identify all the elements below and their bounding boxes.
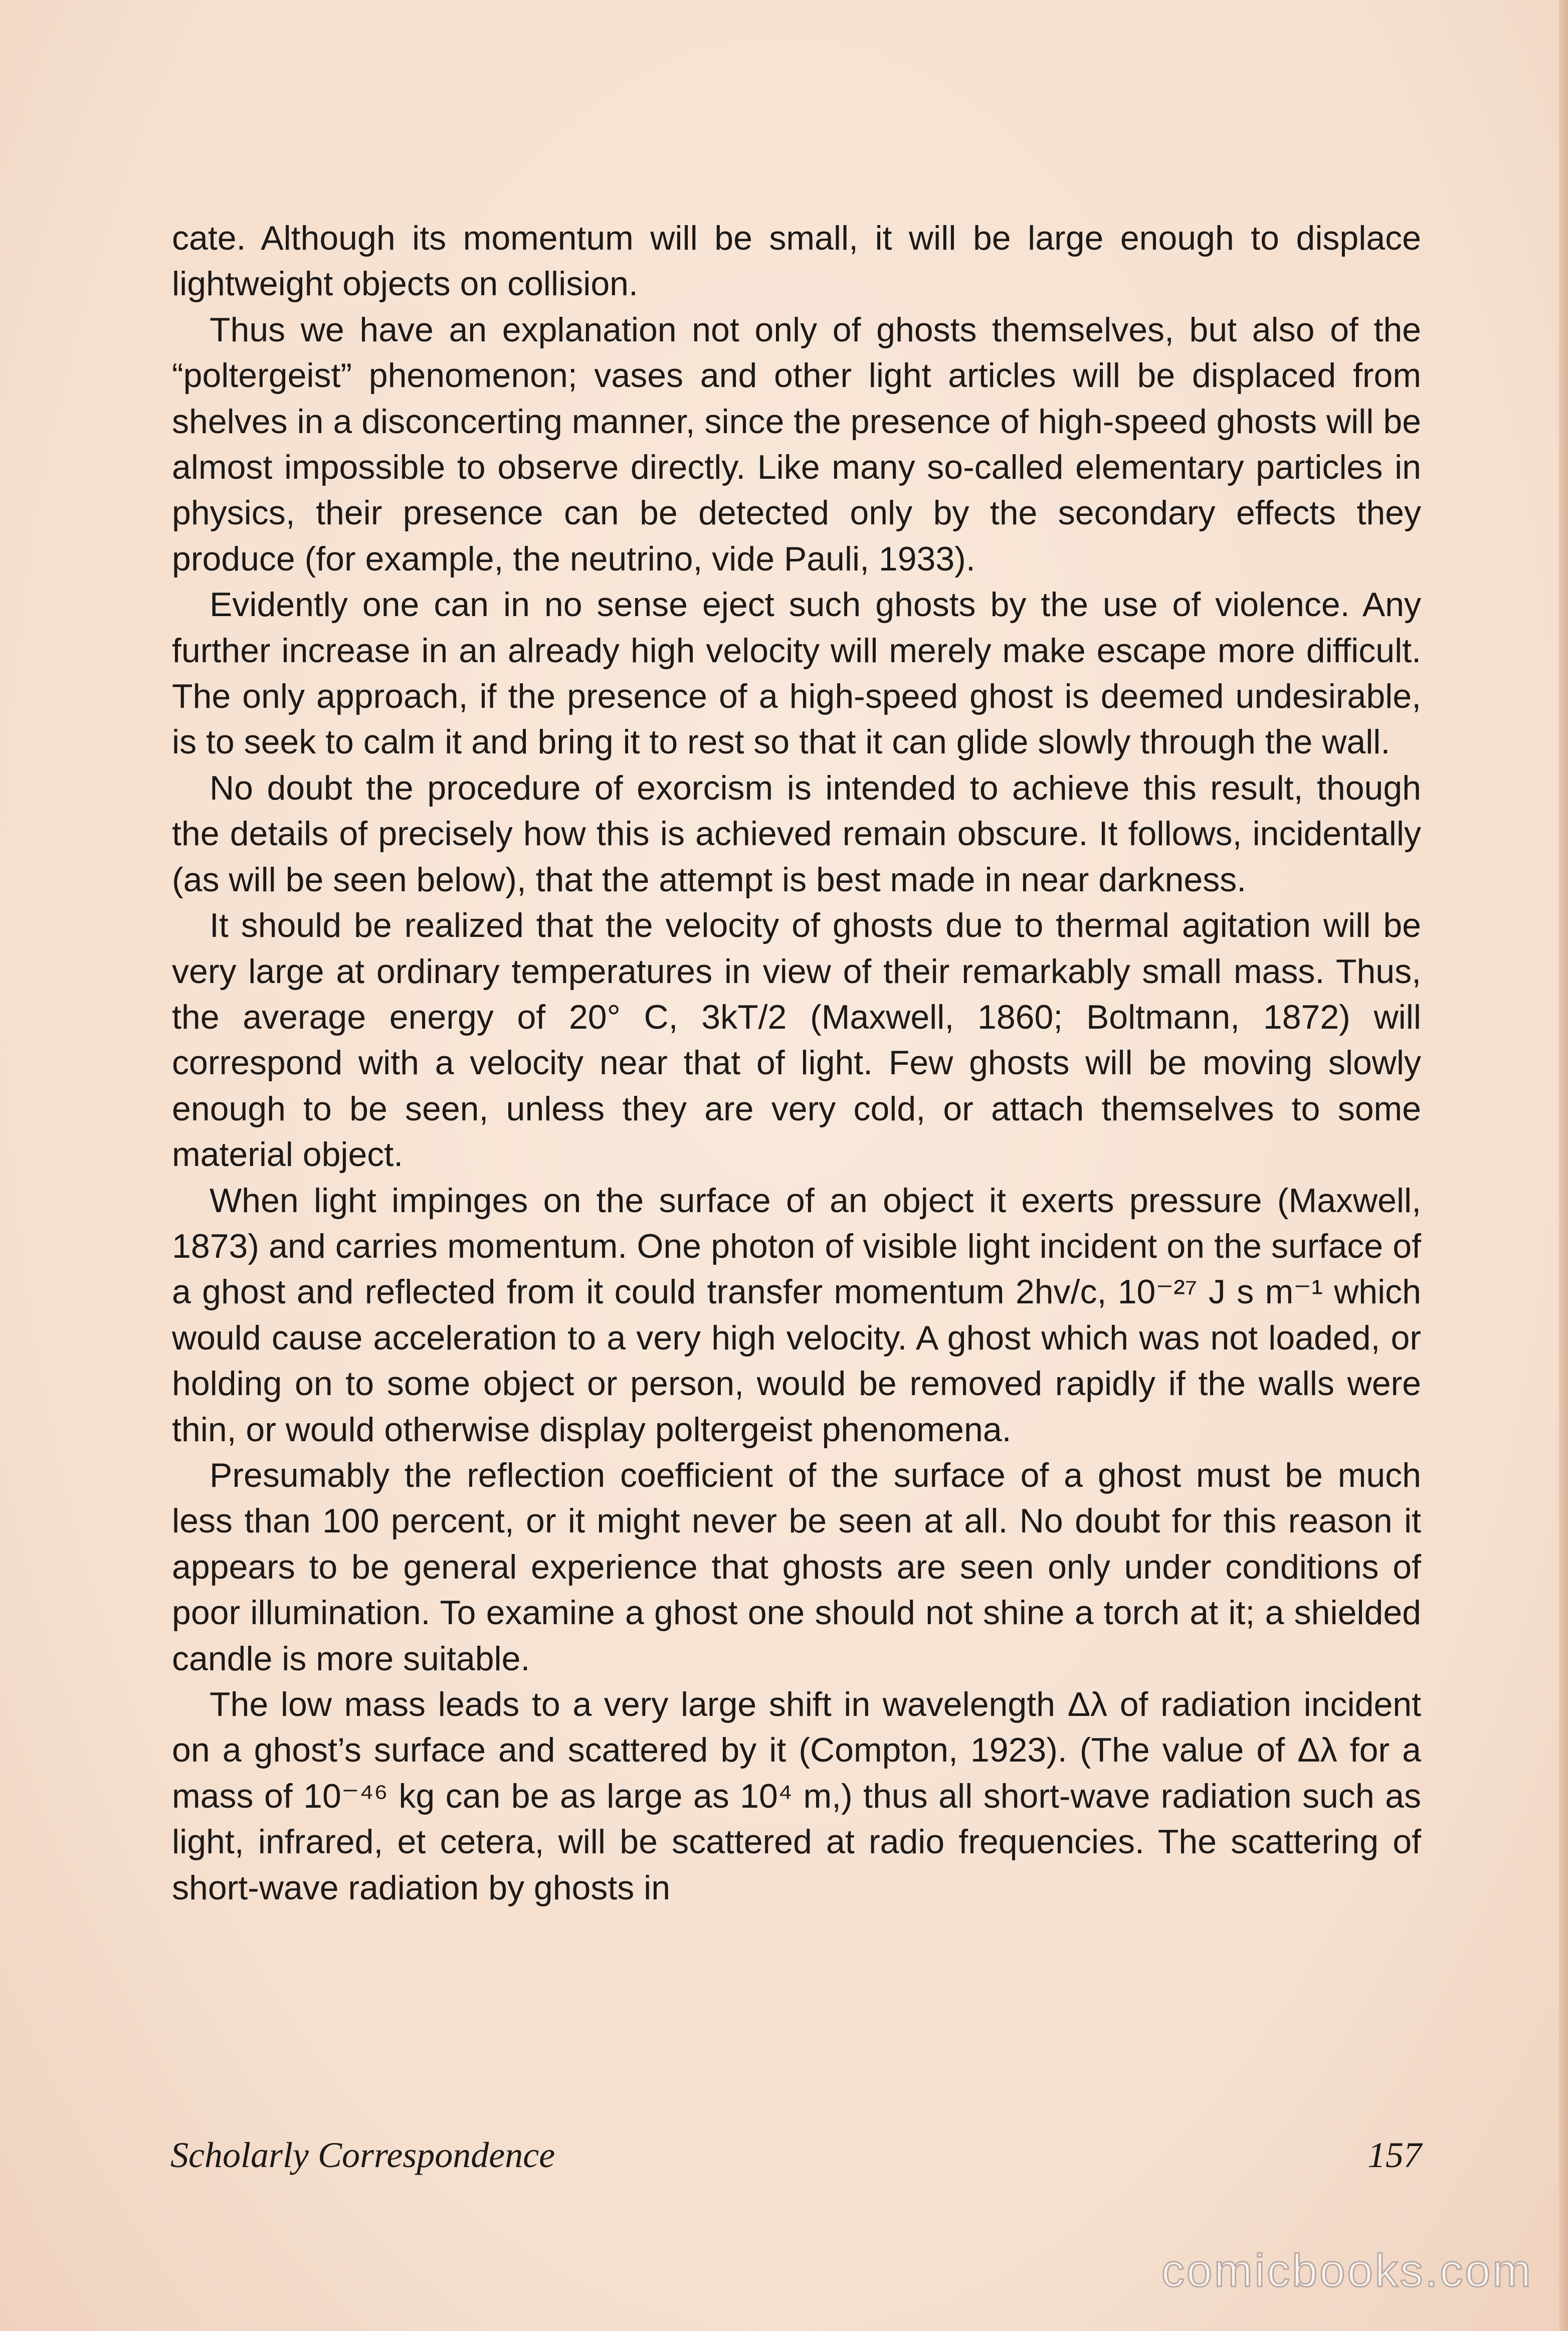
paragraph: Evidently one can in no sense eject such ghosts by the use of violence. Any further increase in an already high velocity will merely make escape more difficult. The only approach, if the presence of a high-speed ghost is deemed undesirable, is to seek to calm it and bring it to rest so that it can glide slowly through the wall. xyxy=(172,586,1421,761)
paragraph: Presumably the reflection coefficient of the surface of a ghost must be much less than 100 percent, or it might never be seen at all. No doubt for this reason it appears to be general experience that ghosts are seen only under conditions of poor illumination. To examine a ghost one should not shine a torch at it; a shielded candle is more suitable. xyxy=(172,1456,1421,1678)
page-edge xyxy=(1559,0,1568,2331)
paragraph: It should be realized that the velocity of ghosts due to thermal agitation will be very large at ordinary temperatures in view of their remarkably small mass. Thus, the average energy of 20° C, 3kT/2 (Maxwell, 1860; Boltmann, 1872) will correspond with a velocity near that of light. Few ghosts will be moving slowly enough to be seen, unless they are very cold, or attach themselves to some material object. xyxy=(172,906,1421,1174)
page-number: 157 xyxy=(1367,2135,1422,2175)
paragraph: When light impinges on the surface of an object it exerts pressure (Maxwell, 1873) and carries momentum. One photon of visible light incident on the surface of a ghost and reflected from it could transfer momentum 2hv/c, 10⁻²⁷ J s m⁻¹ which would cause acceleration to a very high velocity. A ghost which was not loaded, or holding on to some object or person, would be removed rapidly if the walls were thin, or would otherwise display poltergeist phenomena. xyxy=(172,1181,1421,1449)
paragraph: cate. Although its momentum will be small, it will be large enough to displace lightweight objects on collision. xyxy=(172,219,1421,303)
article-body xyxy=(172,216,1421,1911)
publication-name: Scholarly Correspondence xyxy=(170,2135,555,2175)
paragraph: No doubt the procedure of exorcism is intended to achieve this result, though the details of precisely how this is achieved remain obscure. It follows, incidentally (as will be seen below), that the attempt is best made in near darkness. xyxy=(172,768,1421,899)
watermark-logo: comicbooks.com xyxy=(1161,2245,1533,2296)
paragraph: Thus we have an explanation not only of ghosts themselves, but also of the “poltergeist” phenomenon; vases and other light articles will be displaced from shelves in a disconcerting manner, since the presence of high-speed ghosts will be almost impossible to observe directly. Like many so-called elementary particles in physics, their presence can be detected only by the secondary effects they produce (for example, the neutrino, vide Pauli, 1933). xyxy=(172,310,1421,578)
paragraph: The low mass leads to a very large shift in wavelength Δλ of radiation incident on a ghost’s surface and scattered by it (Compton, 1923). (The value of Δλ for a mass of 10⁻⁴⁶ kg can be as large as 10⁴ m,) thus all short-wave radiation such as light, infrared, et cetera, will be scattered at radio frequencies. The scattering of short-wave radiation by ghosts in xyxy=(172,1685,1421,1907)
